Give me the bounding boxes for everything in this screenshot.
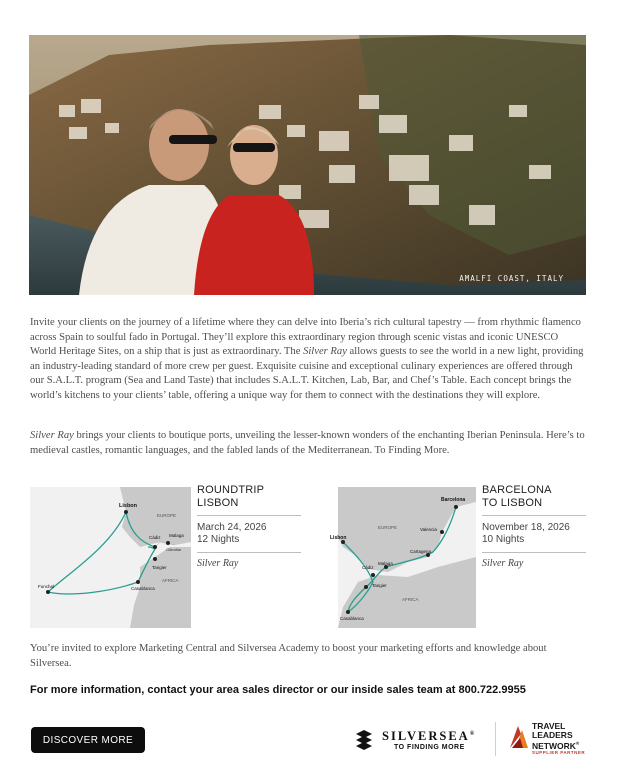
barcelona-to-lisbon-map bbox=[330, 487, 476, 628]
voyage-title: BARCELONA TO LISBON bbox=[482, 484, 586, 516]
voyage-date: November 18, 2026 bbox=[482, 522, 570, 533]
logo-divider bbox=[495, 722, 496, 756]
intro-paragraph: Invite your clients on the journey of a lifetime where they can delve into Iberia’s rich cultural tapestry — from rhythmic flamenco across Spain to soulful fado in Portugal. They’ll explore this extraordinary region through scenic vistas and iconic UNESCO World Heritage Sites, on a ship that is just as extraordinary. The Silver Ray allows guests to see the world in a new light, providing an industry-leading standard of more crew per guest. Exquisite cuisine and exceptional culinary experiences are offered through our S.A.L.T. program (Sea and Land Taste) that includes S.A.L.T. Kitchen, Lab, Bar, and Chef’s Table. Each concept brings the world’s kitchens to your clients’ table, offering a unique way for them to connect with the destinations they will explore. bbox=[30, 317, 584, 401]
photo-caption: AMALFI COAST, ITALY bbox=[459, 274, 564, 283]
svg-text:Tangier: Tangier bbox=[152, 565, 167, 570]
voyage-roundtrip-lisbon bbox=[197, 484, 301, 569]
svg-text:Cádiz: Cádiz bbox=[362, 565, 374, 570]
svg-text:Funchal: Funchal bbox=[38, 584, 55, 589]
svg-text:AFRICA: AFRICA bbox=[162, 578, 179, 583]
svg-text:Casablanca: Casablanca bbox=[340, 616, 364, 621]
voyage-ship: Silver Ray bbox=[197, 558, 239, 569]
voyage-date: March 24, 2026 bbox=[197, 522, 267, 533]
marketing-invite-paragraph: You’re invited to explore Marketing Central and Silversea Academy to boost your marketing efforts and knowledge about Silversea. bbox=[30, 643, 547, 669]
silversea-wordmark: SILVERSEA® bbox=[382, 729, 477, 743]
svg-text:EUROPE: EUROPE bbox=[157, 513, 177, 518]
tln-wordmark: TRAVEL LEADERS NETWORK® bbox=[532, 721, 580, 751]
boutique-ports-paragraph: Silver Ray brings your clients to boutique ports, unveiling the lesser-known wonders of the enchanting Iberian Peninsula. Here’s to medieval castles, romantic languages, and the fabled lands of the Mediterranean. To Finding More. bbox=[30, 430, 585, 456]
hero-photo bbox=[29, 35, 586, 295]
svg-text:Gibraltar: Gibraltar bbox=[166, 547, 182, 552]
svg-text:Malaga: Malaga bbox=[169, 533, 184, 538]
svg-text:Lisbon: Lisbon bbox=[119, 503, 138, 509]
voyage-ship: Silver Ray bbox=[482, 558, 524, 569]
svg-text:Tangier: Tangier bbox=[372, 583, 387, 588]
tln-supplier-partner: SUPPLIER PARTNER bbox=[532, 750, 586, 755]
voyage-barcelona-to-lisbon bbox=[482, 484, 586, 569]
contact-line: For more information, contact your area sales director or our inside sales team at 800.722.9955 bbox=[30, 684, 526, 696]
voyage-nights: 12 Nights bbox=[197, 534, 301, 553]
svg-text:Valencia: Valencia bbox=[420, 527, 437, 532]
svg-text:AFRICA: AFRICA bbox=[402, 597, 419, 602]
svg-text:EUROPE: EUROPE bbox=[378, 525, 398, 530]
svg-text:Cartagena: Cartagena bbox=[410, 549, 432, 554]
tln-flag-icon bbox=[508, 724, 530, 750]
discover-more-button[interactable]: DISCOVER MORE bbox=[31, 727, 145, 753]
svg-text:Casablanca: Casablanca bbox=[131, 586, 155, 591]
svg-text:Lisbon: Lisbon bbox=[330, 535, 347, 541]
roundtrip-lisbon-map bbox=[30, 487, 191, 628]
amalfi-couple-image bbox=[29, 35, 586, 295]
silversea-logo[interactable] bbox=[354, 723, 484, 757]
voyage-nights: 10 Nights bbox=[482, 534, 586, 553]
travel-leaders-network-logo[interactable] bbox=[508, 720, 588, 760]
svg-text:Cádiz: Cádiz bbox=[149, 535, 161, 540]
silversea-tagline: TO FINDING MORE bbox=[394, 744, 465, 751]
voyage-title: ROUNDTRIP LISBON bbox=[197, 484, 301, 516]
svg-text:Malaga: Malaga bbox=[378, 561, 393, 566]
silversea-wave-icon bbox=[354, 728, 376, 752]
svg-text:Barcelona: Barcelona bbox=[441, 497, 466, 503]
